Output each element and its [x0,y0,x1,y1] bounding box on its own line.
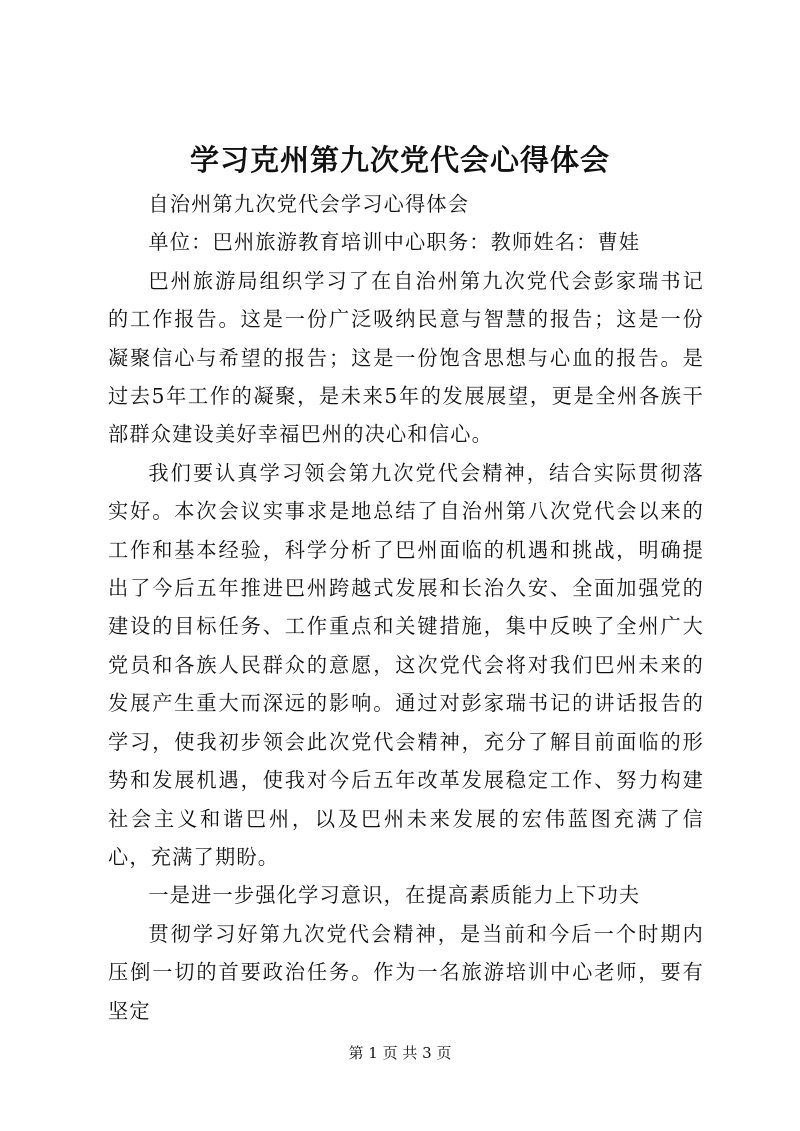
body-paragraph: 我们要认真学习领会第九次党代会精神，结合实际贯彻落实好。本次会议实事求是地总结了自治州第八次党代会以来的工作和基本经验，科学分析了巴州面临的机遇和挑战，明确提出了今后五年推进巴州跨越式发展和长治久安、全面加强党的建设的目标任务、工作重点和关键措施，集中反映了全州广大党员和各族人民群众的意愿，这次党代会将对我们巴州未来的发展产生重大而深远的影响。通过对彭家瑞书记的讲话报告的学习，使我初步领会此次党代会精神，充分了解目前面临的形势和发展机遇，使我对今后五年改革发展稳定工作、努力构建社会主义和谐巴州，以及巴州未来发展的宏伟蓝图充满了信心，充满了期盼。 [108,460,704,869]
author-info-paragraph: 单位：巴州旅游教育培训中心职务：教师姓名：曹娃 [148,230,641,255]
subtitle-paragraph: 自治州第九次党代会学习心得体会 [148,192,470,216]
document-body [108,185,704,1030]
document-title: 学习克州第九次党代会心得体会 [189,143,610,177]
body-paragraph: 贯彻学习好第九次党代会精神，是当前和今后一个时期内压倒一切的首要政治任务。作为一名旅游培训中心老师，要有坚定 [108,921,704,1023]
section-heading: 一是进一步强化学习意识，在提高素质能力上下功夫 [148,883,641,908]
page-footer: 第 1 页 共 3 页 [348,1044,452,1062]
body-paragraph: 巴州旅游局组织学习了在自治州第九次党代会彭家瑞书记的工作报告。这是一份广泛吸纳民意与智慧的报告；这是一份凝聚信心与希望的报告；这是一份饱含思想与心血的报告。是过去5年工作的凝聚，是未来5年的发展展望，更是全州各族干部群众建设美好幸福巴州的决心和信心。 [108,268,704,447]
